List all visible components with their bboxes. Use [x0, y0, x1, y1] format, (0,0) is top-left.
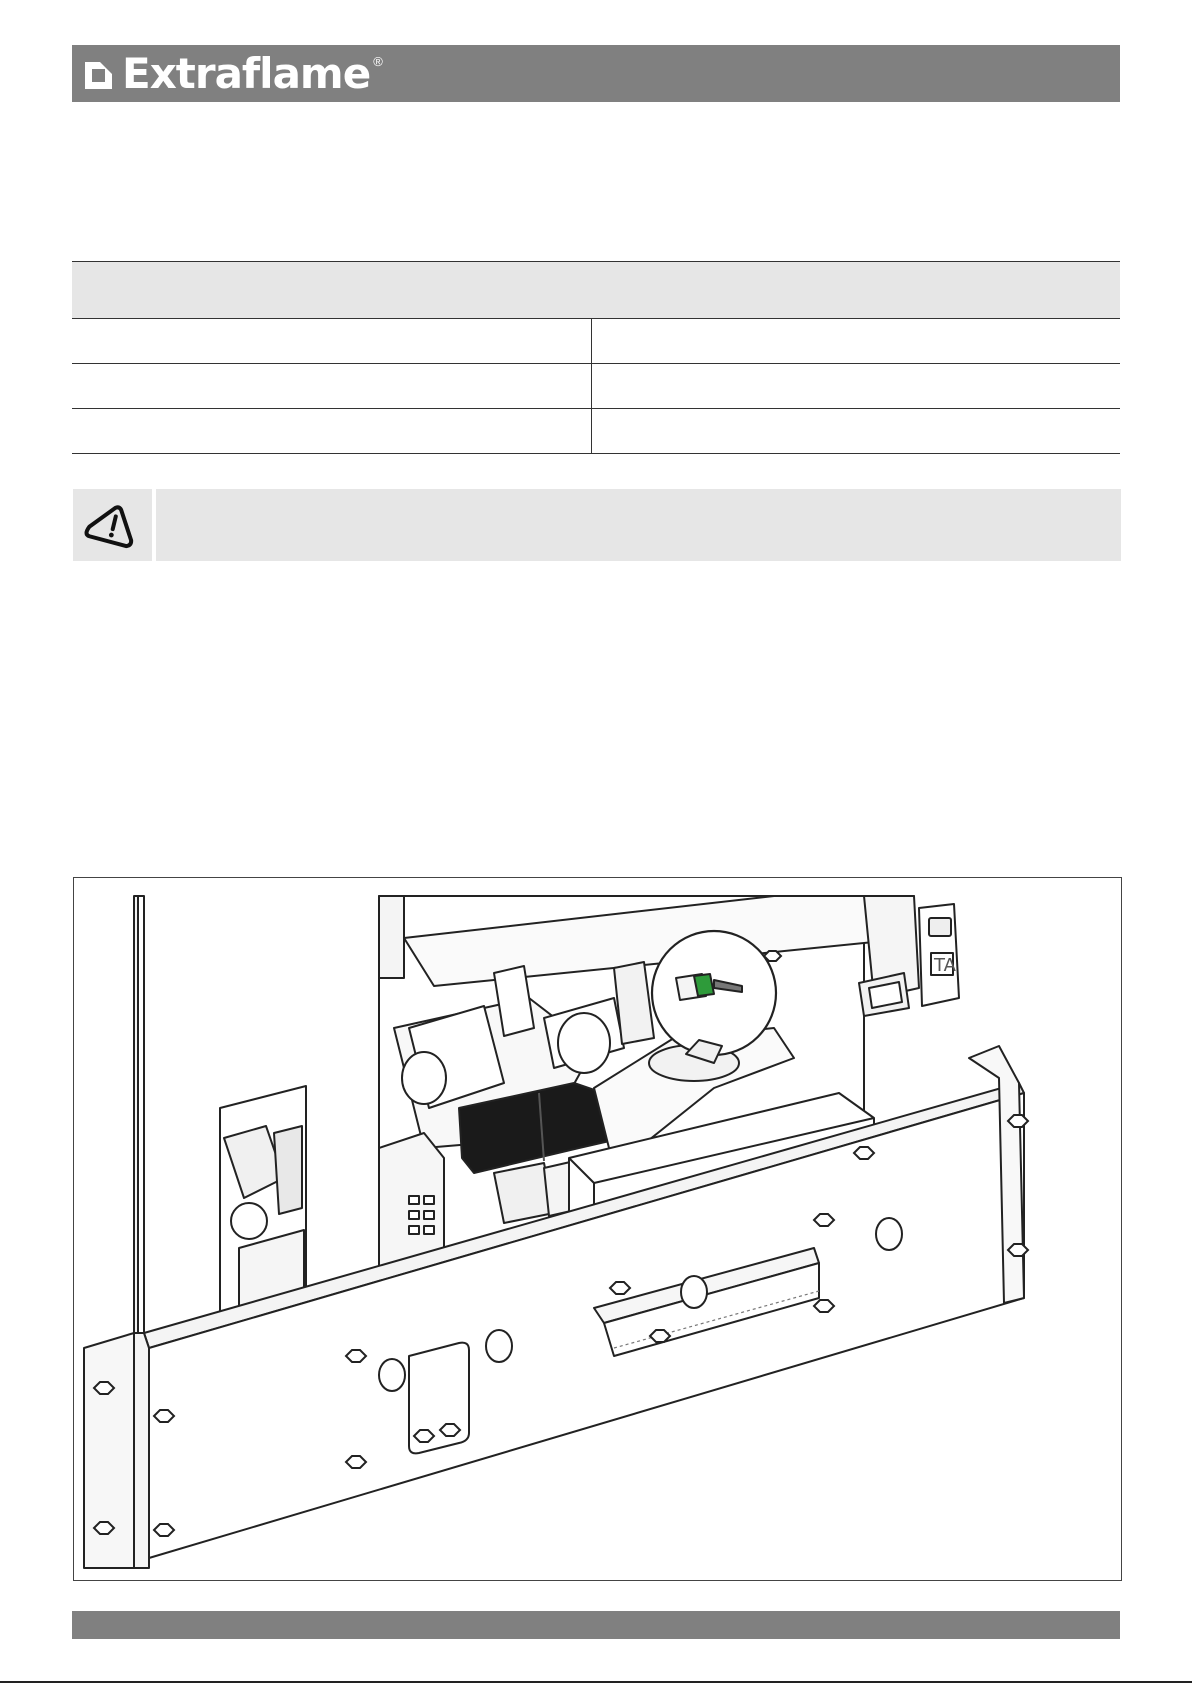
- brand-logo: [82, 49, 383, 98]
- brand-name: Extraflame: [122, 49, 371, 98]
- spec-table: [72, 261, 1120, 454]
- table-row: [72, 319, 1120, 364]
- table-cell: [72, 364, 592, 408]
- table-row: [72, 364, 1120, 409]
- table-cell: [593, 364, 1120, 408]
- technical-figure: [73, 877, 1122, 1581]
- spec-table-header: [72, 261, 1120, 319]
- table-cell: [72, 319, 592, 363]
- registered-mark: ®: [373, 54, 383, 69]
- stove-assembly-drawing: [74, 878, 1121, 1580]
- table-cell: [72, 409, 592, 453]
- warning-box: [73, 489, 1121, 561]
- table-row: [72, 409, 1120, 454]
- bottom-rule: [0, 1681, 1192, 1683]
- warning-icon-cell: [73, 489, 156, 561]
- table-cell: [593, 409, 1120, 453]
- warning-triangle-icon: [83, 501, 143, 549]
- brand-mark-icon: [82, 56, 118, 92]
- footer-bar: [72, 1611, 1120, 1639]
- table-cell: [593, 319, 1120, 363]
- label-ta: TA: [934, 955, 956, 976]
